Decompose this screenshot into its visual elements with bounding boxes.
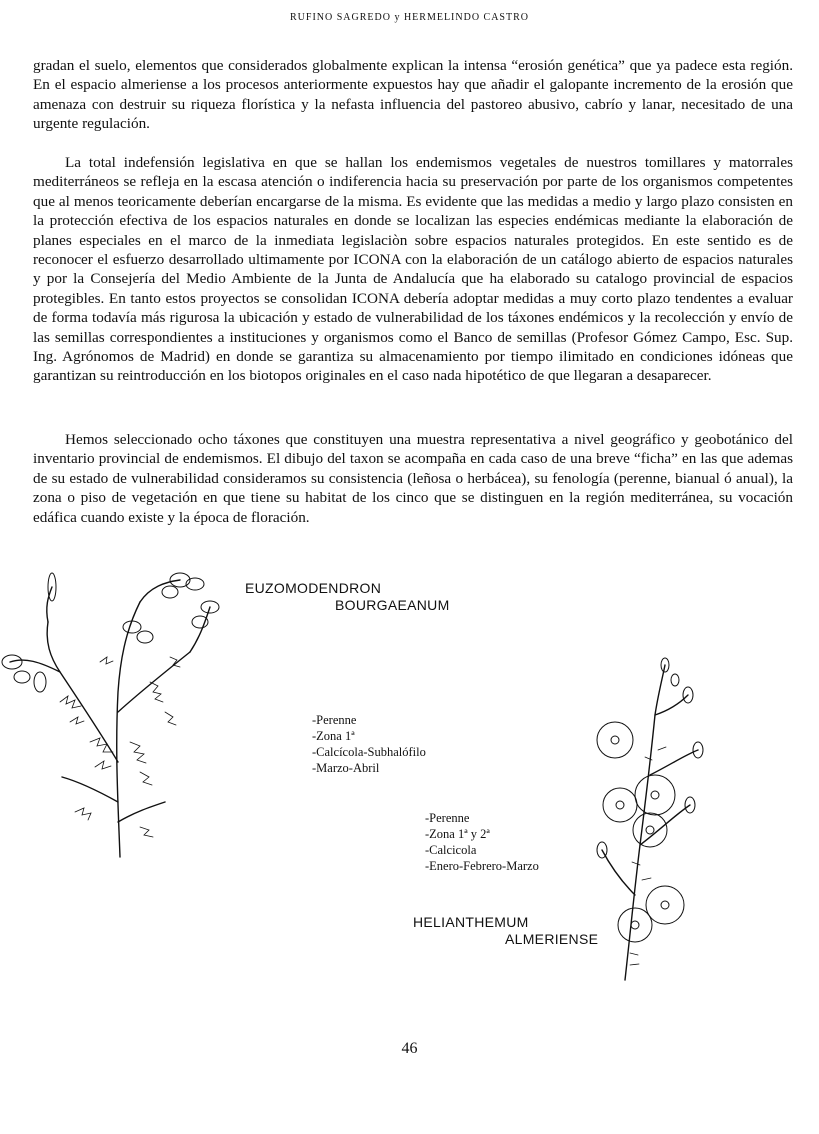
fact-flowering: -Enero-Febrero-Marzo	[425, 859, 539, 873]
species-facts-euzomodendron	[312, 712, 426, 776]
fact-soil: -Calcicola	[425, 843, 477, 857]
species-name-euzomodendron	[245, 580, 450, 614]
euzomodendron-illustration	[0, 562, 240, 862]
fact-zone: -Zona 1ª	[312, 729, 355, 743]
body-paragraph-3: Hemos seleccionado ocho táxones que constituyen una muestra representativa a nivel geográfico y geobotánico del inventario provincial de endemismos. El dibujo del taxon se acompaña en cada caso de una breve “ficha” en las que ademas de su estado de vulnerabilidad consideramos su consistencia (leñosa o herbácea), su fenología (perenne, bianual ó anual), la zona o piso de vegetación en que tiene su habitat de los cinco que se distinguen en la región mediterránea, su vocación edáfica cuando existe y la época de floración.	[33, 431, 793, 526]
fact-soil: -Calcícola-Subhalófilo	[312, 745, 426, 759]
species-name-line-2: BOURGAEANUM	[335, 597, 450, 613]
fact-flowering: -Marzo-Abril	[312, 761, 380, 775]
body-paragraph-1: gradan el suelo, elementos que considerados globalmente explican la intensa “erosión genética” que ya padece esta región. En el espacio almeriense a los procesos anteriormente expuestos hay que añadir el galopante incremento de la erosión que amenaza con destruir su riqueza florística y la nefasta influencia del pastoreo abusivo, cabrío y lanar, necesitado de una urgente regulación.	[33, 57, 793, 133]
species-name-line-1: EUZOMODENDRON	[245, 580, 382, 596]
fact-phenology: -Perenne	[425, 811, 470, 825]
fact-zone: -Zona 1ª y 2ª	[425, 827, 490, 841]
helianthemum-illustration	[580, 655, 730, 985]
species-name-line-2: ALMERIENSE	[505, 931, 599, 947]
species-name-helianthemum	[413, 914, 598, 948]
species-facts-helianthemum	[425, 810, 539, 874]
fact-phenology: -Perenne	[312, 713, 357, 727]
page-number: 46	[401, 1040, 418, 1057]
body-paragraph-2: La total indefensión legislativa en que se hallan los endemismos vegetales de nuestros tomillares y matorrales mediterráneos se refleja en la escasa atención o indiferencia hacia su preservación por parte de los organismos competentes que al menos teoricamente deberían encargarse de la misma. Es evidente que las medidas a medio y largo plazo consisten en la protección efectiva de los espacios naturales en donde se localizan las especies endémicas mediante la elaboración de planes especiales en el marco de la inmediata legislaciòn sobre espacios naturales protegidos. En este sentido es de reconocer el esfuerzo desarrollado ultimamente por ICONA con la elaboración de un catálogo abierto de espacios naturales y por la Consejería del Medio Ambiente de la Junta de Andalucía que ha elaborado su catalogo provincial de espacios protegibles. En tanto estos proyectos se consolidan ICONA debería adoptar medidas a muy corto plazo tendentes a evaluar de forma todavía más rigurosa la ubicación y estado de vulnerabilidad de los táxones endémicos y la recolección y envío de las semillas correspondientes a instituciones y organismos como el Banco de semillas (Profesor Gómez Campo, Esc. Sup. Ing. Agrónomos de Madrid) en donde se garantiza su almacenamiento por tiempo ilimitado en condiciones idóneas que garantizan su reintroducción en los biotopos originales en el caso nada hipotético de que llegaran a desaparecer.	[33, 154, 793, 385]
species-name-line-1: HELIANTHEMUM	[413, 914, 529, 930]
running-head: RUFINO SAGREDO y HERMELINDO CASTRO	[289, 12, 529, 23]
